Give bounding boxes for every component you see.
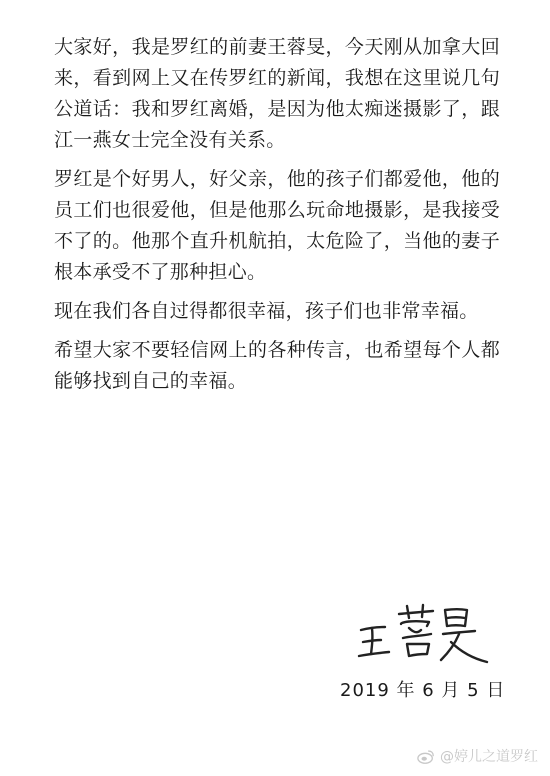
weibo-watermark <box>417 746 538 766</box>
letter-paragraph-4: 希望大家不要轻信网上的各种传言，也希望每个人都能够找到自己的幸福。 <box>54 339 500 392</box>
letter-paragraph-3: 现在我们各自过得都很幸福，孩子们也非常幸福。 <box>54 300 479 322</box>
watermark-text: @婷儿之道罗红 <box>440 749 538 765</box>
letter-date: 2019 年 6 月 5 日 <box>340 680 506 701</box>
letter-body <box>54 32 500 405</box>
weibo-icon <box>417 749 435 764</box>
handwritten-signature <box>355 600 495 670</box>
letter-paragraph-2: 罗红是个好男人，好父亲，他的孩子们都爱他，他的员工们也很爱他，但是他那么玩命地摄影，是我接受不了的。他那个直升机航拍，太危险了，当他的妻子根本承受不了那种担心。 <box>54 168 500 283</box>
letter-paragraph-1: 大家好，我是罗红的前妻王蓉旻，今天刚从加拿大回来，看到网上又在传罗红的新闻，我想在这里说几句公道话：我和罗红离婚，是因为他太痴迷摄影了，跟江一燕女士完全没有关系。 <box>54 36 500 151</box>
